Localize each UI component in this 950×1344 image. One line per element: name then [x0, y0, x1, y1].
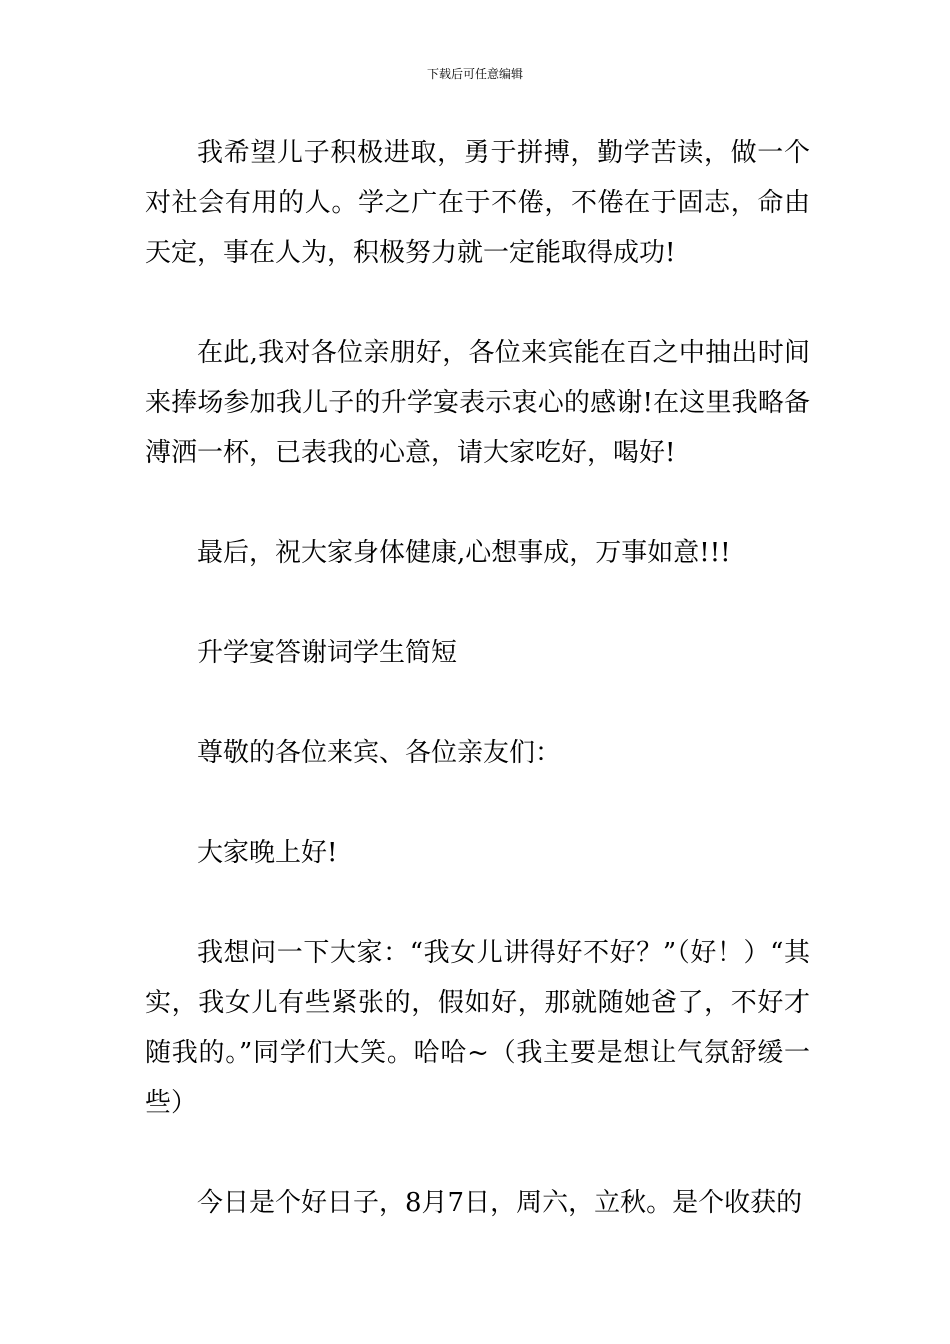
paragraph-greeting: 大家晚上好! [197, 838, 338, 868]
document-body [145, 128, 810, 1228]
paragraph-closing: 最后，祝大家身体健康,心想事成，万事如意!!! [197, 538, 731, 568]
paragraph-hope: 我希望儿子积极进取，勇于拼搏，勤学苦读，做一个对社会有用的人。学之广在于不倦，不倦在于固志，命由天定，事在人为，积极努力就一定能取得成功! [145, 138, 810, 268]
paragraph-thanks: 在此,我对各位亲朋好，各位来宾能在百之中抽出时间来捧场参加我儿子的升学宴表示衷心的感谢!在这里我略备溥洒一杯，已表我的心意，请大家吃好，喝好! [145, 338, 810, 468]
paragraph-salutation: 尊敬的各位来宾、各位亲友们： [197, 738, 562, 768]
paragraph-today: 今日是个好日子，8月7日，周六，立秋。是个收获的 [197, 1188, 803, 1218]
section-heading: 升学宴答谢词学生简短 [197, 638, 458, 668]
page-header: 下载后可任意编辑 [426, 67, 523, 81]
paragraph-question: 我想问一下大家：“我女儿讲得好不好？”（好！）“其实，我女儿有些紧张的，假如好，那就随她爸了，不好才随我的。”同学们大笑。哈哈~（我主要是想让气氛舒缓一些） [145, 938, 810, 1118]
